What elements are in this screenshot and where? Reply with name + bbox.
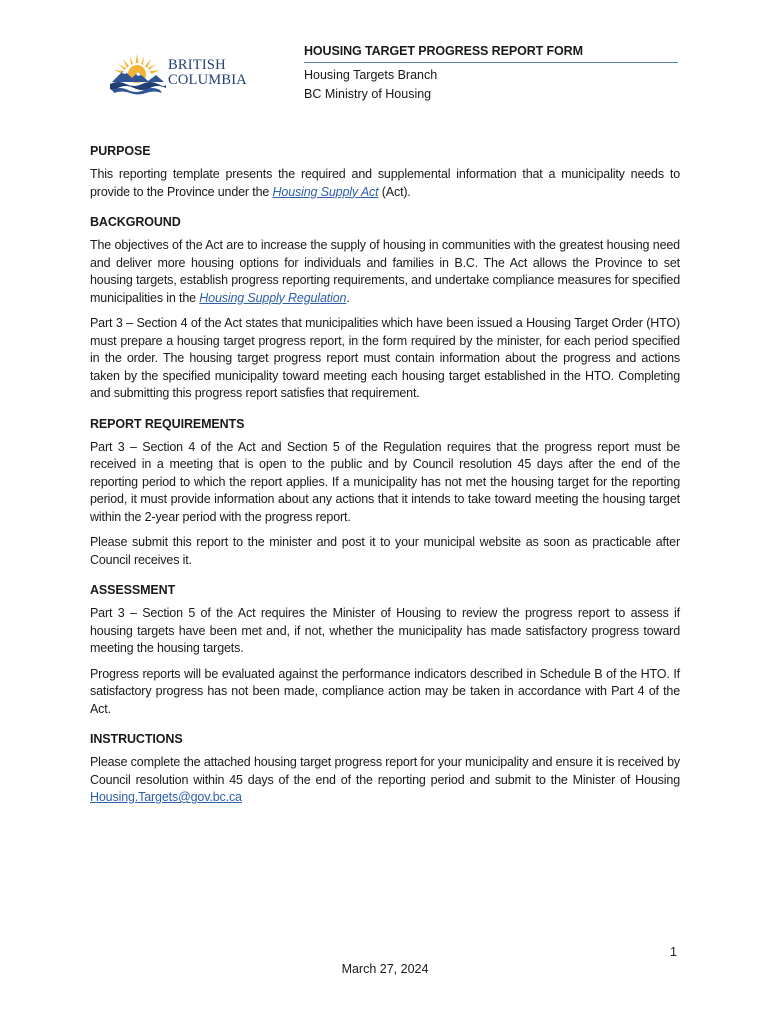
assessment-section [90,583,680,718]
purpose-section [90,144,680,201]
bc-sun-mountain-icon [108,50,166,96]
bc-logo [108,50,248,96]
housing-supply-act-link[interactable]: Housing Supply Act [272,184,379,199]
branch-name: Housing Targets Branch [304,68,438,82]
background-section [90,215,680,403]
report-requirements-heading: REPORT REQUIREMENTS [90,416,245,431]
report-requirements-paragraph-1: Part 3 – Section 4 of the Act and Section 5 of the Regulation requires that the progress report must be received in a meeting that is open to the public and by Council resolution 45 days after the end of the reporting period to which the report applies. If a municipality has not met the housing target for the reporting period, it must provide information about any actions that it intends to take toward meeting the housing target within the 2-year period with the progress report. [90,439,680,524]
purpose-text-after: (Act). [378,184,411,199]
footer-date-text: March 27, 2024 [341,962,429,976]
assessment-paragraph-1: Part 3 – Section 5 of the Act requires the Minister of Housing to review the progress report to assess if housing targets have been met and, if not, whether the municipality has made satisfactory progress toward meeting the housing targets. [90,606,680,655]
document-body [90,144,680,821]
bc-wordmark-line2: COLUMBIA [168,72,247,88]
page-number: 1 [670,945,677,959]
purpose-text-before: This reporting template presents the required and supplemental information that a municipality needs to provide to the Province under the [90,167,680,199]
background-paragraph-2: Part 3 – Section 4 of the Act states that municipalities which have been issued a Housing Target Order (HTO) must prepare a housing target progress report, in the form required by the minister, for each period specified in the order. The housing target progress report must contain information about the progress and actions taken by the specified municipality toward meeting each housing target established in the HTO. Completing and submitting this progress report satisfies that requirement. [90,316,680,400]
bc-wordmark-line1: BRITISH [168,57,226,73]
instructions-text-before: Please complete the attached housing target progress report for your municipality and ensure it is received by Council resolution within 45 days of the end of the reporting period and submit to the Minister of Housing [90,755,680,787]
report-requirements-paragraph-2: Please submit this report to the minister and post it to your municipal website as soon as practicable after Council receives it. [90,535,680,567]
report-requirements-section [90,417,680,570]
assessment-paragraph-2: Progress reports will be evaluated against the performance indicators described in Schedule B of the HTO. If satisfactory progress has not been made, compliance action may be taken in accordance with Part 4 of the Act. [90,666,680,716]
document-header [304,44,678,103]
background-text-after: . [346,290,350,305]
instructions-paragraph [90,754,680,807]
assessment-heading: ASSESSMENT [90,583,176,597]
purpose-heading: PURPOSE [90,144,151,158]
instructions-heading: INSTRUCTIONS [90,732,183,746]
footer-date [0,962,770,976]
purpose-paragraph [90,166,680,201]
background-text-before: The objectives of the Act are to increase the supply of housing in communities with the greatest housing need and deliver more housing options for individuals and families in B.C. The Act allows the Province to set housing targets, establish progress reporting requirements, and undertake compliance measures for specified municipalities in the [90,238,680,305]
background-heading: BACKGROUND [90,215,181,229]
form-title: HOUSING TARGET PROGRESS REPORT FORM [304,44,678,63]
housing-supply-regulation-link[interactable]: Housing Supply Regulation [199,290,347,305]
housing-targets-email-link[interactable]: Housing.Targets@gov.bc.ca [90,790,242,804]
ministry-name: BC Ministry of Housing [304,86,432,101]
background-paragraph-1 [90,237,680,307]
bc-wordmark [168,58,247,88]
instructions-section [90,732,680,807]
